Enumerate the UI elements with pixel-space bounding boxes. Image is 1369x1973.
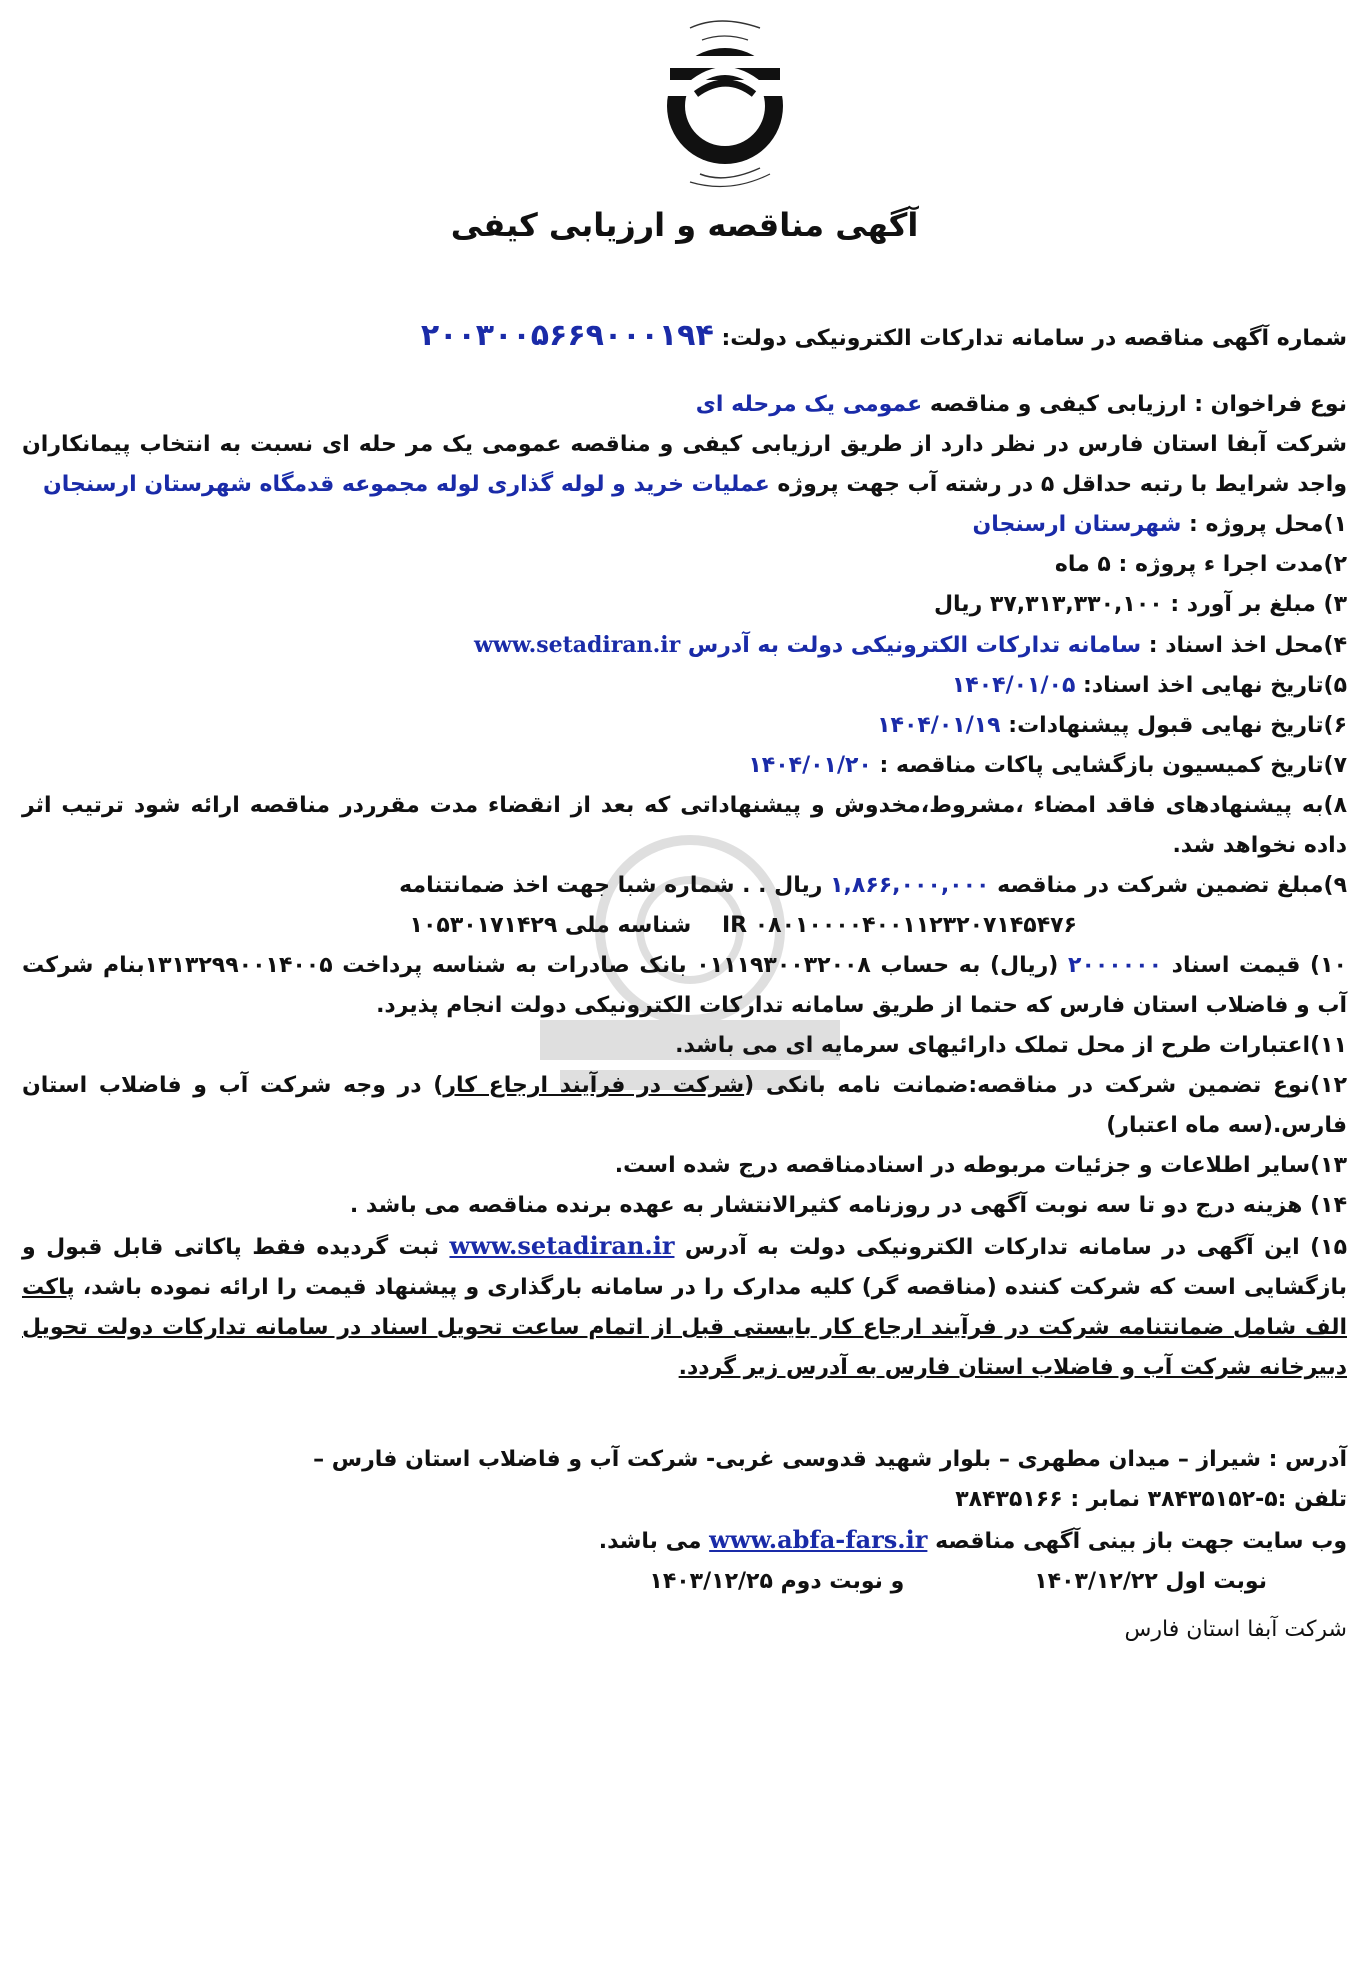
notice-number-line: شماره آگهی مناقصه در سامانه تدارکات الکترونیکی دولت: ۲۰۰۳۰۰۵۶۶۹۰۰۰۱۹۴ bbox=[420, 318, 1347, 353]
page-title: آگهی مناقصه و ارزیابی کیفی bbox=[450, 206, 919, 244]
first-publication: نوبت اول ۱۴۰۳/۱۲/۲۲ bbox=[1034, 1569, 1267, 1594]
notice-number: ۲۰۰۳۰۰۵۶۶۹۰۰۰۱۹۴ bbox=[420, 318, 714, 353]
item-1: ۱)محل پروژه : شهرستان ارسنجان bbox=[972, 512, 1347, 537]
item-13: ۱۳)سایر اطلاعات و جزئیات مربوطه در اسنادمناقصه درج شده است. bbox=[614, 1153, 1347, 1178]
intro-paragraph: شرکت آبفا استان فارس در نظر دارد از طریق ارزیابی کیفی و مناقصه عمومی یک مر حله ای نسبت به انتخاب پیمانکاران واجد شرایط با رتبه حداقل ۵ در رشته آب جهت پروژه عملیات خرید و لوله گذاری لوله مجموعه قدمگاه شهرستان ارسنجان bbox=[22, 432, 1347, 497]
sheba-number: IR ۰۸۰۱۰۰۰۰۴۰۰۱۱۲۳۲۰۷۱۴۵۴۷۶ bbox=[721, 913, 1077, 938]
item-12: ۱۲)نوع تضمین شرکت در مناقصه:ضمانت نامه بانکی (شرکت در فرآیند ارجاع کار) در وجه شرکت آب و فاضلاب استان فارس.(سه ماه اعتبار) bbox=[22, 1073, 1348, 1138]
item-15: ۱۵) این آگهی در سامانه تدارکات الکترونیکی دولت به آدرس www.setadiran.ir ثبت گردیده فقط پاکاتی قابل قبول و بازگشایی است که شرکت کننده (مناقصه گر) کلیه مدارک را در سامانه بارگذاری و پیشنهاد قیمت را ارائه نموده باشد، پاکت الف شامل ضمانتنامه شرکت در فرآیند ارجاع کار بایستی قبل از اتمام ساعت تحویل اسناد در سامانه تدارکات دولت تحویل دبیرخانه شرکت آب و فاضلاب استان فارس به آدرس زیر گردد. bbox=[22, 1231, 1347, 1380]
abfa-fars-link[interactable]: www.abfa-fars.ir bbox=[709, 1525, 928, 1554]
item-9-sheba bbox=[22, 906, 1347, 946]
national-id: شناسه ملی ۱۰۵۳۰۱۷۱۴۲۹ bbox=[409, 913, 692, 938]
item-10: ۱۰) قیمت اسناد ۲۰۰۰۰۰۰ (ریال) به حساب ۰۱۱۱۹۳۰۰۳۲۰۰۸ بانک صادرات به شناسه پرداخت ۱۳۱۳۲۹۹۰۰۱۴۰۰۵بنام شرکت آب و فاضلاب استان فارس که حتما از طریق سامانه تدارکات الکترونیکی دولت انجام پذیرد. bbox=[22, 953, 1347, 1018]
setadiran-link-2[interactable]: www.setadiran.ir bbox=[449, 1231, 675, 1260]
item-9: ۹)مبلغ تضمین شرکت در مناقصه ۱,۸۶۶,۰۰۰,۰۰۰ ریال . . شماره شبا جهت اخذ ضمانتنامه bbox=[399, 873, 1347, 898]
address-line: آدرس : شیراز – میدان مطهری – بلوار شهید قدوسی غربی- شرکت آب و فاضلاب استان فارس – bbox=[313, 1447, 1347, 1472]
setadiran-link[interactable]: www.setadiran.ir bbox=[473, 632, 681, 658]
item-14: ۱۴) هزینه درج دو تا سه نوبت آگهی در روزنامه کثیرالانتشار به عهده برنده مناقصه می باشد . bbox=[349, 1193, 1347, 1218]
second-publication: و نوبت دوم ۱۴۰۳/۱۲/۲۵ bbox=[649, 1569, 905, 1594]
item-4: ۴)محل اخذ اسناد : سامانه تدارکات الکترونیکی دولت به آدرس www.setadiran.ir bbox=[473, 632, 1347, 658]
item-5: ۵)تاریخ نهایی اخذ اسناد: ۱۴۰۴/۰۱/۰۵ bbox=[951, 673, 1347, 698]
website-line: وب سایت جهت باز بینی آگهی مناقصه www.abfa-fars.ir می باشد. bbox=[598, 1525, 1347, 1554]
item-6: ۶)تاریخ نهایی قبول پیشنهادات: ۱۴۰۴/۰۱/۱۹ bbox=[877, 713, 1347, 738]
notice-body bbox=[22, 316, 1347, 1650]
item-3: ۳) مبلغ بر آورد : ۳۷,۳۱۳,۳۳۰,۱۰۰ ریال bbox=[933, 592, 1347, 617]
abfa-fars-logo bbox=[630, 6, 820, 196]
item-11: ۱۱)اعتبارات طرح از محل تملک دارائیهای سرمایه ای می باشد. bbox=[675, 1033, 1347, 1058]
signature: شرکت آبفا استان فارس bbox=[1124, 1617, 1347, 1642]
project-name: عملیات خرید و لوله گذاری لوله مجموعه قدمگاه شهرستان ارسنجان bbox=[42, 472, 770, 497]
item-2: ۲)مدت اجرا ء پروژه : ۵ ماه bbox=[1054, 552, 1347, 577]
publication-dates bbox=[22, 1562, 1347, 1602]
phone-line: تلفن :۵-۳۸۴۳۵۱۵۲ نمابر : ۳۸۴۳۵۱۶۶ bbox=[955, 1487, 1347, 1512]
item-8: ۸)به پیشنهادهای فاقد امضاء ،مشروط،مخدوش و پیشنهاداتی که بعد از انقضاء مدت مقرردر مناقصه ارائه شود ترتیب اثر داده نخواهد شد. bbox=[22, 793, 1347, 858]
item-7: ۷)تاریخ کمیسیون بازگشایی پاکات مناقصه : ۱۴۰۴/۰۱/۲۰ bbox=[748, 753, 1347, 778]
call-type-line: نوع فراخوان : ارزیابی کیفی و مناقصه عمومی یک مرحله ای bbox=[695, 392, 1347, 417]
